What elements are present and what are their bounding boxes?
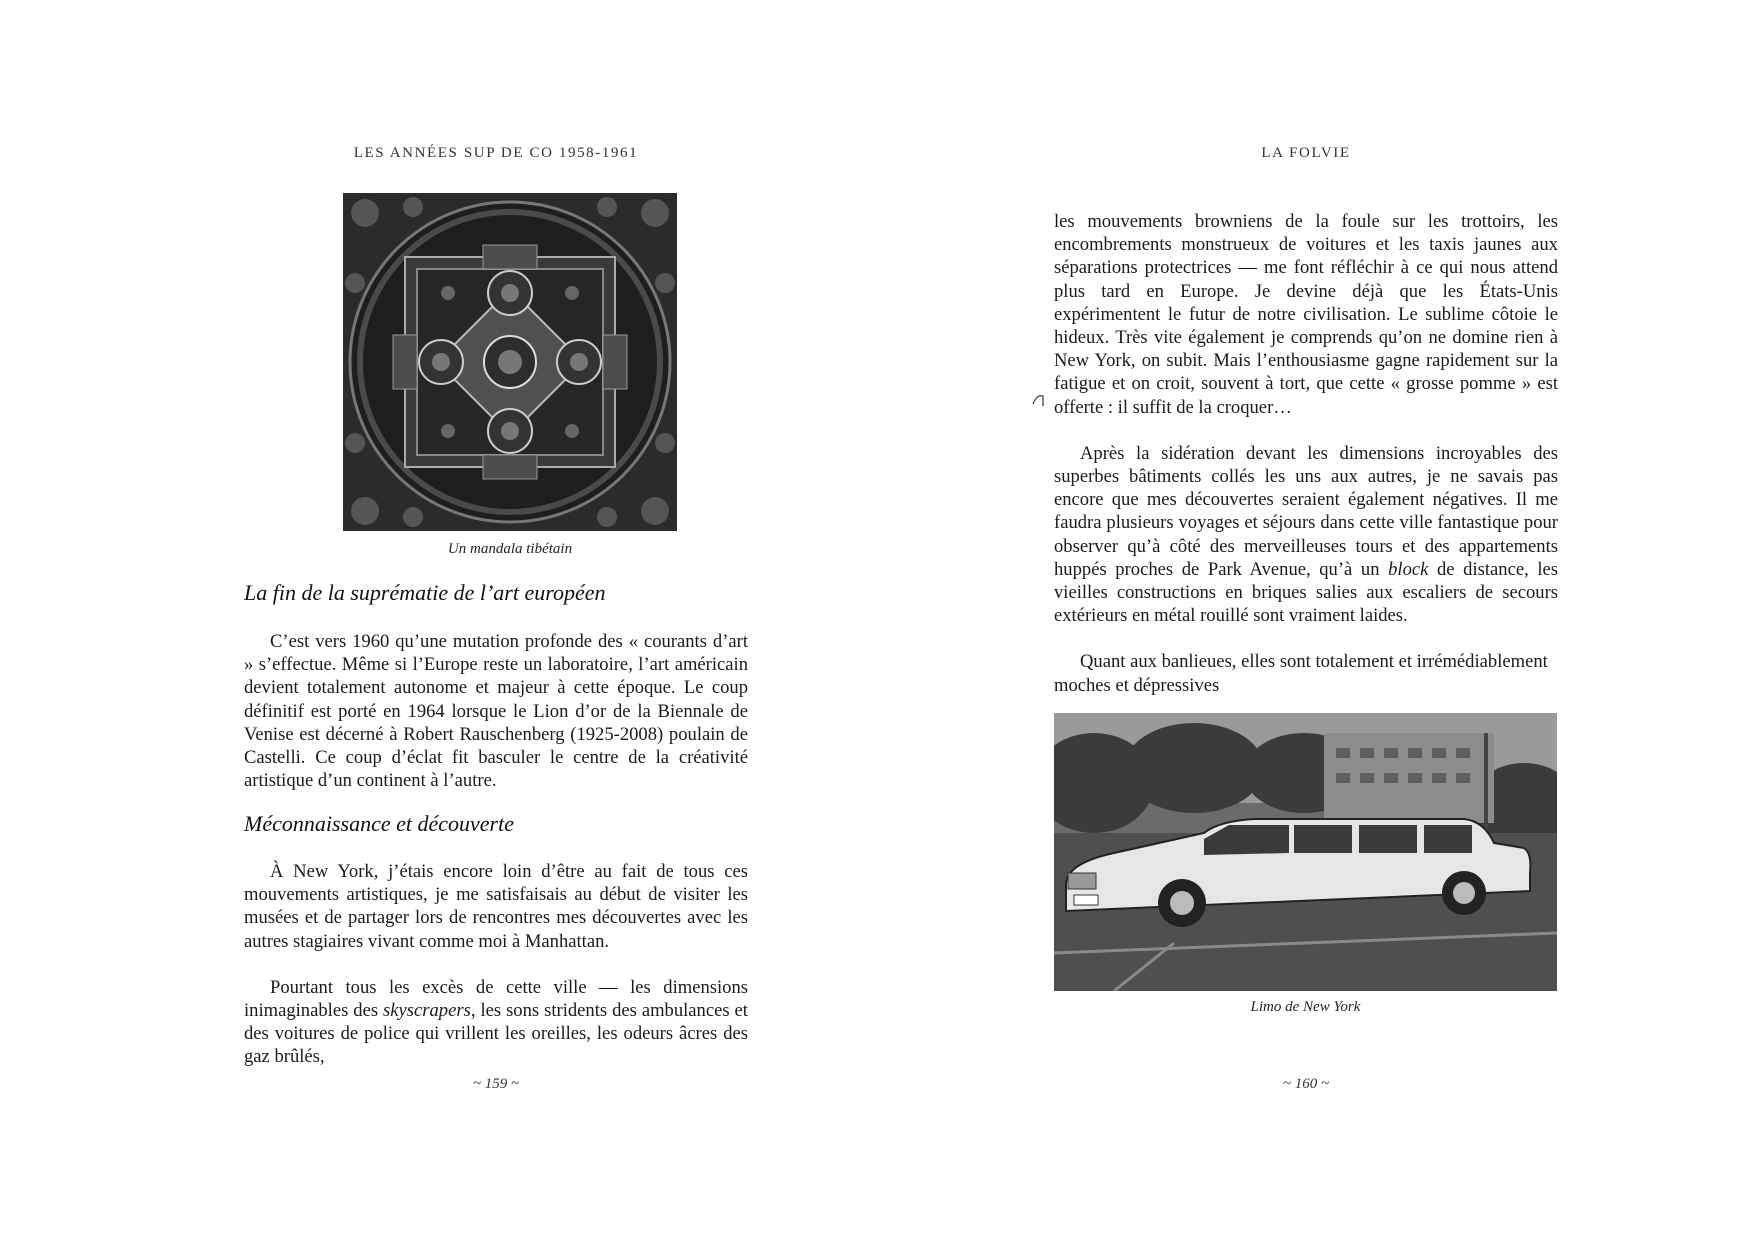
bookmark-mark-icon	[1031, 392, 1047, 408]
right-page	[877, 0, 1754, 1241]
paragraph-sideration-end: de distance, les vieilles constructions en briques salies aux escaliers de secours extérieurs en métal rouillé sont vraiment laides.	[1054, 558, 1559, 627]
page-number-right: ~ 160 ~	[1282, 1076, 1330, 1092]
left-text-2	[244, 860, 748, 1069]
limousine-image	[1054, 713, 1557, 991]
paragraph-browniens: les mouvements browniens de la foule sur les trottoirs, les encombrements monstrueux de voitures et les taxis jaunes aux séparations protectrices — me font réfléchir à ce qui nous attend plus tard en Europe. Je devine déjà que les États-Unis expérimentent le futur de notre civilisation. Le sublime côtoie le hideux. Très vite également je comprends qu’on ne domine rien à New York, on subit. Mais l’enthousiasme gagne rapidement sur la fatigue et on croit, souvent à tort, que cette « grosse pomme » est offerte : il suffit de la croquer…	[1054, 211, 1558, 418]
limousine-caption: Limo de New York	[1250, 999, 1361, 1015]
section-title-art-europeen: La fin de la suprématie de l’art européen	[244, 580, 606, 605]
left-text-1	[244, 630, 748, 792]
mandala-image	[343, 193, 677, 531]
paragraph-exces	[244, 976, 748, 1069]
page-number-left: ~ 159 ~	[472, 1076, 520, 1092]
word-block: block	[1388, 558, 1429, 580]
mandala-caption: Un mandala tibétain	[447, 541, 573, 557]
paragraph-new-york: À New York, j’étais encore loin d’être au fait de tous ces mouvements artistiques, je me satisfaisais au début de visiter les musées et de partager lors de rencontres mes découvertes avec les autres stagiaires vivant comme moi à Manhattan.	[244, 861, 748, 952]
paragraph-sideration-start: Après la sidération devant les dimensions incroyables des superbes bâtiments collés les uns aux autres, je ne savais pas encore que mes découvertes seraient également négatives. Il me faudra plusieurs voyages et séjours dans cette ville fantastique pour observer qu’à côté des merveilleuses tours et des appartements huppés proches de Park Avenue, qu’à un	[1054, 442, 1558, 580]
paragraph-exces-start: Pourtant tous les excès de cette ville — les dimensions inimaginables des	[244, 976, 748, 1022]
running-head-left: LES ANNÉES SUP DE CO 1958-1961	[353, 145, 639, 161]
running-head-right: LA FOLVIE	[1261, 145, 1351, 161]
paragraph-sideration	[1054, 442, 1558, 628]
word-skyscrapers: skyscrapers	[383, 1000, 471, 1022]
paragraph-courants-art: C’est vers 1960 qu’une mutation profonde des « courants d’art » s’effectue. Même si l’Europe reste un laboratoire, l’art américain devient totalement autonome et majeur à cette époque. Le coup définitif est porté en 1964 lorsque le Lion d’or de la Biennale de Venise est décerné à Robert Rauschenberg (1925-2008) poulain de Castelli. Ce coup d’éclat fit basculer le centre de la créativité artistique d’un continent à l’autre.	[244, 631, 748, 792]
section-title-meconnaissance: Méconnaissance et découverte	[244, 811, 514, 836]
paragraph-exces-end: , les sons stridents des ambulances et des voitures de police qui vrillent les oreilles, les odeurs âcres des gaz brûlés,	[244, 1000, 748, 1068]
right-text	[1054, 210, 1558, 697]
paragraph-banlieues: Quant aux banlieues, elles sont totalement et irrémédiablement moches et dépressives	[1054, 651, 1548, 696]
